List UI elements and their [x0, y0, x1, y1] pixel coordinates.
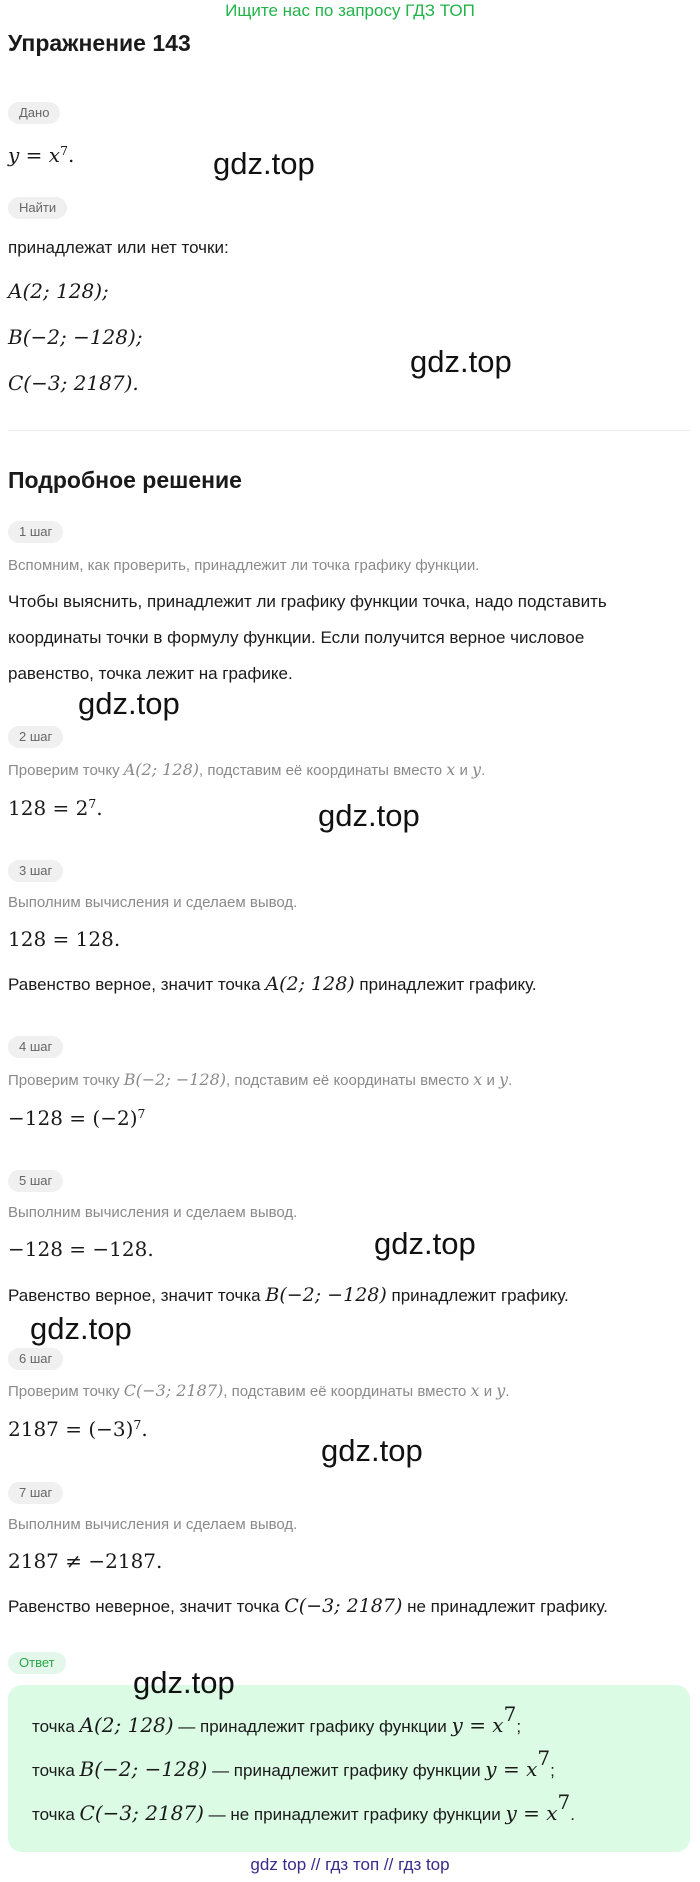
step-badge: 7 шаг: [8, 1482, 63, 1504]
step-badge: 6 шаг: [8, 1348, 63, 1370]
answer-line: точка B(−2; −128) — принадлежит графику функции $y = x^7$;: [32, 1746, 555, 1781]
step-badge: 3 шаг: [8, 860, 63, 882]
step-hint: Выполним вычисления и сделаем вывод.: [8, 894, 298, 911]
step-text-line: Чтобы выяснить, принадлежит ли графику функции точка, надо подставить: [8, 592, 607, 611]
answer-box: [8, 1685, 690, 1852]
solution-title: Подробное решение: [8, 467, 242, 493]
step-text-line: равенство, точка лежит на графике.: [8, 664, 293, 683]
watermark: gdz.top: [321, 1433, 423, 1468]
watermark: gdz.top: [374, 1226, 476, 1261]
top-banner: Ищите нас по запросу ГДЗ ТОП: [225, 1, 475, 20]
step-text-line: координаты точки в формулу функции. Если получится верное числовое: [8, 628, 585, 647]
step-equation: $128 = 2^7$.: [8, 796, 103, 820]
step-hint: Вспомним, как проверить, принадлежит ли точка графику функции.: [8, 557, 480, 574]
watermark: gdz.top: [410, 344, 512, 379]
find-text: принадлежат или нет точки:: [8, 238, 229, 257]
step-badge: 5 шаг: [8, 1170, 63, 1192]
watermark: gdz.top: [133, 1665, 235, 1700]
page-title: Упражнение 143: [8, 30, 191, 56]
point-a: A(2; 128);: [8, 279, 109, 303]
point-c: C(−3; 2187).: [8, 371, 139, 395]
point-b: B(−2; −128);: [8, 325, 143, 349]
step-conclusion: Равенство верное, значит точка A(2; 128) принадлежит графику.: [8, 973, 537, 995]
answer-line: точка A(2; 128) — принадлежит графику функции $y = x^7$;: [32, 1702, 522, 1737]
step-equation: $-128 = (-2)^7$: [8, 1106, 146, 1130]
step-equation: −128 = −128.: [8, 1237, 154, 1261]
step-badge: 4 шаг: [8, 1036, 63, 1058]
step-hint: Проверим точку C(−3; 2187), подставим её координаты вместо x и y.: [8, 1381, 510, 1400]
watermark: gdz.top: [213, 146, 315, 181]
step-badge: 1 шаг: [8, 521, 63, 543]
step-hint: Выполним вычисления и сделаем вывод.: [8, 1516, 298, 1533]
given-badge: Дано: [8, 102, 60, 124]
step-equation: 2187 ≠ −2187.: [8, 1549, 163, 1573]
step-conclusion: Равенство неверное, значит точка C(−3; 2187) не принадлежит графику.: [8, 1595, 608, 1617]
watermark: gdz.top: [318, 798, 420, 833]
watermark: gdz.top: [30, 1311, 132, 1346]
step-hint: Проверим точку B(−2; −128), подставим её координаты вместо x и y.: [8, 1070, 513, 1089]
watermark: gdz.top: [78, 686, 180, 721]
step-hint: Проверим точку A(2; 128), подставим её координаты вместо x и y.: [8, 760, 486, 779]
answer-badge: Ответ: [8, 1652, 66, 1674]
answer-line: точка C(−3; 2187) — не принадлежит графику функции $y = x^7$.: [32, 1790, 575, 1825]
step-conclusion: Равенство верное, значит точка B(−2; −128) принадлежит графику.: [8, 1284, 569, 1306]
find-badge: Найти: [8, 197, 67, 219]
divider: [8, 430, 690, 431]
footer-links[interactable]: gdz top // гдз топ // гдз top: [250, 1855, 450, 1874]
step-hint: Выполним вычисления и сделаем вывод.: [8, 1204, 298, 1221]
given-formula: $y = x^7$.: [8, 143, 75, 167]
step-badge: 2 шаг: [8, 726, 63, 748]
step-equation: 128 = 128.: [8, 927, 121, 951]
step-equation: $2187 = (-3)^7$.: [8, 1417, 148, 1441]
